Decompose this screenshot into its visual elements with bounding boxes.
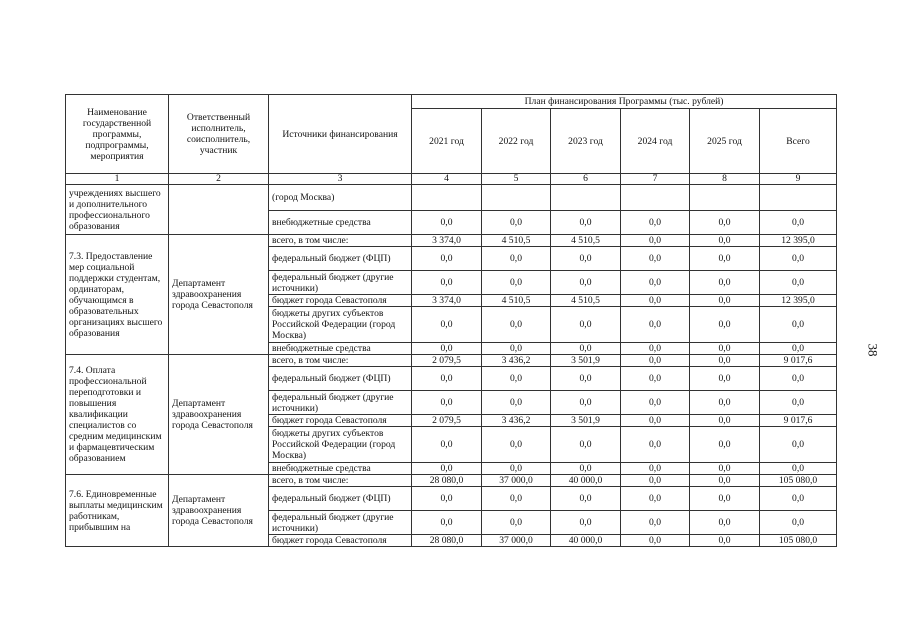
year-value: 0,0	[621, 535, 690, 547]
column-number: 8	[690, 174, 760, 185]
year-value: 2 079,5	[412, 355, 482, 367]
year-value: 0,0	[551, 367, 621, 391]
year-value: 0,0	[551, 391, 621, 415]
year-value: 0,0	[551, 247, 621, 271]
measure-name: 7.6. Единовременные выплаты медицинским работникам, прибывшим на	[66, 475, 169, 547]
year-value	[690, 185, 760, 211]
year-value: 4 510,5	[482, 235, 551, 247]
year-value: 0,0	[412, 427, 482, 463]
total-value: 0,0	[760, 367, 837, 391]
year-value: 0,0	[690, 427, 760, 463]
header-responsible: Ответственный исполнитель, соисполнитель, участник	[169, 95, 269, 174]
year-value: 0,0	[621, 487, 690, 511]
year-value: 0,0	[551, 211, 621, 235]
year-value: 0,0	[412, 247, 482, 271]
column-number: 2	[169, 174, 269, 185]
funding-source: федеральный бюджет (ФЦП)	[269, 487, 412, 511]
year-value: 0,0	[412, 511, 482, 535]
column-number: 4	[412, 174, 482, 185]
year-value: 0,0	[621, 307, 690, 343]
year-value: 0,0	[412, 463, 482, 475]
year-value: 0,0	[621, 235, 690, 247]
column-number: 3	[269, 174, 412, 185]
year-value: 40 000,0	[551, 535, 621, 547]
header-year: 2025 год	[690, 109, 760, 174]
funding-source: бюджет города Севастополя	[269, 415, 412, 427]
table-row	[66, 235, 837, 247]
funding-source: федеральный бюджет (ФЦП)	[269, 367, 412, 391]
funding-source: всего, в том числе:	[269, 475, 412, 487]
funding-source: внебюджетные средства	[269, 211, 412, 235]
total-value: 0,0	[760, 427, 837, 463]
year-value: 0,0	[690, 211, 760, 235]
funding-source: всего, в том числе:	[269, 235, 412, 247]
page-number: 38	[865, 343, 881, 357]
year-value: 0,0	[482, 307, 551, 343]
responsible-executor: Департамент здравоохранения города Севастополя	[169, 355, 269, 475]
year-value	[412, 185, 482, 211]
year-value: 0,0	[621, 511, 690, 535]
year-value	[482, 185, 551, 211]
year-value: 0,0	[621, 427, 690, 463]
funding-source: федеральный бюджет (другие источники)	[269, 271, 412, 295]
header-name: Наименование государственной программы, подпрограммы, мероприятия	[66, 95, 169, 174]
funding-source: бюджет города Севастополя	[269, 295, 412, 307]
year-value: 3 374,0	[412, 295, 482, 307]
year-value: 3 436,2	[482, 355, 551, 367]
table-row	[66, 475, 837, 487]
year-value: 3 501,9	[551, 355, 621, 367]
year-value: 0,0	[412, 271, 482, 295]
year-value: 0,0	[482, 367, 551, 391]
year-value: 0,0	[482, 511, 551, 535]
total-value: 0,0	[760, 271, 837, 295]
header-total: Всего	[760, 109, 837, 174]
measure-name: 7.4. Оплата профессиональной переподготовки и повышения квалификации специалистов со средним медицинским и фармацевтическим образованием	[66, 355, 169, 475]
total-value: 0,0	[760, 391, 837, 415]
year-value: 0,0	[621, 271, 690, 295]
total-value: 0,0	[760, 343, 837, 355]
measure-name: учреждениях высшего и дополнительного профессионального образования	[66, 185, 169, 235]
funding-source: федеральный бюджет (другие источники)	[269, 391, 412, 415]
header-sources: Источники финансирования	[269, 95, 412, 174]
year-value: 0,0	[690, 247, 760, 271]
year-value: 0,0	[482, 211, 551, 235]
total-value: 9 017,6	[760, 355, 837, 367]
header-year: 2024 год	[621, 109, 690, 174]
total-value: 0,0	[760, 211, 837, 235]
column-number-row	[66, 174, 837, 185]
funding-source: (город Москва)	[269, 185, 412, 211]
year-value: 0,0	[690, 511, 760, 535]
year-value: 0,0	[551, 463, 621, 475]
year-value: 0,0	[690, 535, 760, 547]
year-value: 0,0	[690, 307, 760, 343]
year-value: 0,0	[690, 355, 760, 367]
funding-source: федеральный бюджет (другие источники)	[269, 511, 412, 535]
year-value: 4 510,5	[482, 295, 551, 307]
year-value: 0,0	[412, 367, 482, 391]
year-value: 0,0	[690, 391, 760, 415]
total-value: 0,0	[760, 511, 837, 535]
table-body	[66, 185, 837, 547]
year-value: 0,0	[690, 367, 760, 391]
year-value: 0,0	[551, 307, 621, 343]
column-number: 1	[66, 174, 169, 185]
year-value: 0,0	[621, 355, 690, 367]
year-value: 0,0	[482, 487, 551, 511]
year-value: 0,0	[621, 295, 690, 307]
table-row	[66, 185, 837, 211]
year-value: 0,0	[412, 391, 482, 415]
year-value: 0,0	[482, 343, 551, 355]
funding-source: внебюджетные средства	[269, 343, 412, 355]
year-value: 0,0	[621, 391, 690, 415]
year-value: 40 000,0	[551, 475, 621, 487]
year-value: 0,0	[690, 475, 760, 487]
year-value: 0,0	[621, 211, 690, 235]
year-value: 28 080,0	[412, 475, 482, 487]
funding-source: федеральный бюджет (ФЦП)	[269, 247, 412, 271]
total-value: 0,0	[760, 307, 837, 343]
total-value: 12 395,0	[760, 295, 837, 307]
funding-source: бюджет города Севастополя	[269, 535, 412, 547]
total-value: 12 395,0	[760, 235, 837, 247]
year-value: 4 510,5	[551, 295, 621, 307]
year-value: 3 374,0	[412, 235, 482, 247]
responsible-executor: Департамент здравоохранения города Севастополя	[169, 475, 269, 547]
year-value: 0,0	[621, 343, 690, 355]
year-value: 0,0	[551, 271, 621, 295]
year-value: 4 510,5	[551, 235, 621, 247]
year-value: 37 000,0	[482, 475, 551, 487]
total-value: 0,0	[760, 463, 837, 475]
year-value: 0,0	[621, 247, 690, 271]
funding-source: бюджеты других субъектов Российской Федерации (город Москва)	[269, 307, 412, 343]
funding-source: всего, в том числе:	[269, 355, 412, 367]
column-number: 5	[482, 174, 551, 185]
column-number: 7	[621, 174, 690, 185]
year-value	[551, 185, 621, 211]
responsible-executor: Департамент здравоохранения города Севастополя	[169, 235, 269, 355]
total-value	[760, 185, 837, 211]
header-year: 2023 год	[551, 109, 621, 174]
financing-table	[65, 94, 837, 547]
year-value: 0,0	[690, 271, 760, 295]
year-value: 0,0	[412, 211, 482, 235]
year-value: 0,0	[412, 307, 482, 343]
year-value: 0,0	[551, 511, 621, 535]
year-value: 0,0	[621, 475, 690, 487]
year-value: 0,0	[551, 343, 621, 355]
year-value: 0,0	[482, 271, 551, 295]
header-year: 2022 год	[482, 109, 551, 174]
year-value: 2 079,5	[412, 415, 482, 427]
year-value: 0,0	[551, 487, 621, 511]
total-value: 0,0	[760, 487, 837, 511]
year-value: 0,0	[412, 343, 482, 355]
header-plan: План финансирования Программы (тыс. рублей)	[412, 95, 837, 109]
year-value: 0,0	[482, 391, 551, 415]
year-value: 0,0	[690, 235, 760, 247]
total-value: 0,0	[760, 247, 837, 271]
year-value: 0,0	[690, 343, 760, 355]
total-value: 105 080,0	[760, 475, 837, 487]
year-value: 0,0	[621, 463, 690, 475]
total-value: 105 080,0	[760, 535, 837, 547]
year-value: 0,0	[482, 463, 551, 475]
year-value: 37 000,0	[482, 535, 551, 547]
year-value: 3 436,2	[482, 415, 551, 427]
year-value: 0,0	[412, 487, 482, 511]
year-value: 0,0	[482, 427, 551, 463]
table-row	[66, 355, 837, 367]
column-number: 6	[551, 174, 621, 185]
year-value: 0,0	[482, 247, 551, 271]
funding-source: бюджеты других субъектов Российской Федерации (город Москва)	[269, 427, 412, 463]
column-number: 9	[760, 174, 837, 185]
year-value: 0,0	[621, 415, 690, 427]
total-value: 9 017,6	[760, 415, 837, 427]
year-value: 0,0	[690, 487, 760, 511]
year-value: 0,0	[690, 463, 760, 475]
year-value: 0,0	[621, 367, 690, 391]
year-value	[621, 185, 690, 211]
measure-name: 7.3. Предоставление мер социальной поддержки студентам, ординаторам, обучающимся в образовательных организациях высшего образования	[66, 235, 169, 355]
year-value: 0,0	[690, 295, 760, 307]
year-value: 28 080,0	[412, 535, 482, 547]
header-year: 2021 год	[412, 109, 482, 174]
responsible-executor	[169, 185, 269, 235]
funding-source: внебюджетные средства	[269, 463, 412, 475]
year-value: 0,0	[690, 415, 760, 427]
year-value: 0,0	[551, 427, 621, 463]
year-value: 3 501,9	[551, 415, 621, 427]
